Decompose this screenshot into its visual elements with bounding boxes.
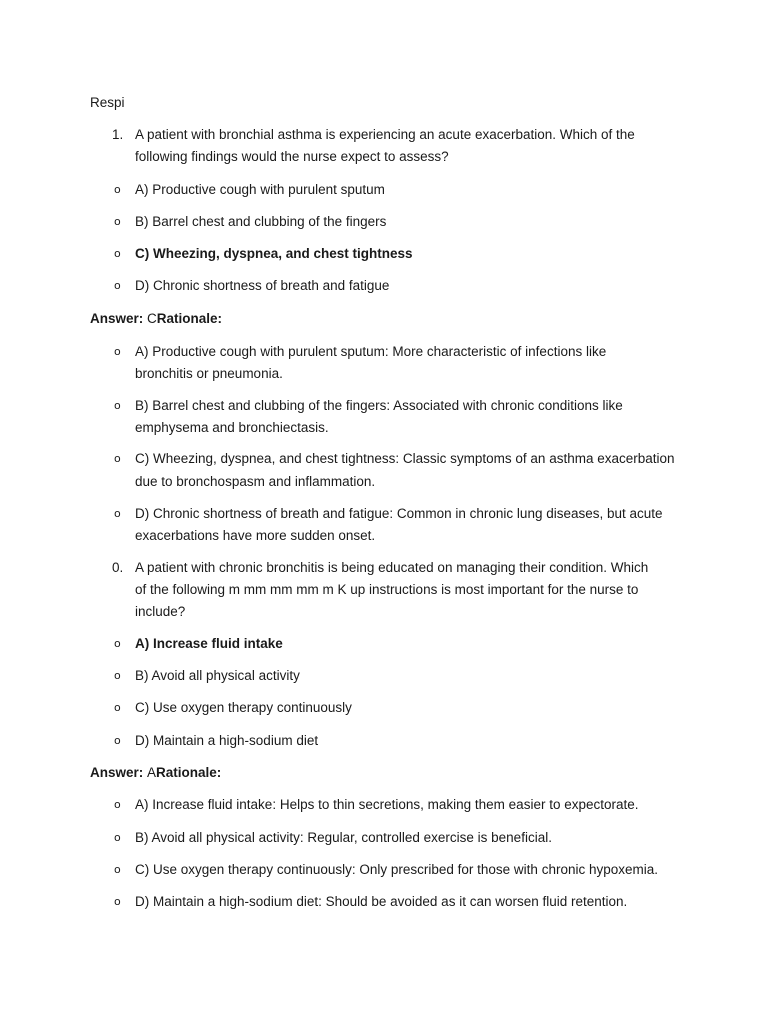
- answer-option-correct: A) Increase fluid intake: [135, 636, 283, 651]
- bullet-icon: o: [114, 183, 121, 196]
- rationale-line: bronchitis or pneumonia.: [135, 366, 283, 381]
- rationale-label: Rationale:: [156, 765, 222, 780]
- answer-label: Answer:: [90, 765, 148, 780]
- rationale-line: B) Avoid all physical activity: Regular, controlled exercise is beneficial.: [135, 830, 552, 845]
- bullet-icon: o: [114, 831, 121, 844]
- bullet-icon: o: [114, 345, 121, 358]
- rationale-line: A) Increase fluid intake: Helps to thin secretions, making them easier to expectorate.: [135, 797, 639, 812]
- bullet-icon: o: [114, 215, 121, 228]
- bullet-icon: o: [114, 279, 121, 292]
- rationale-line: exacerbations have more sudden onset.: [135, 528, 376, 543]
- answer-label: Answer:: [90, 311, 148, 326]
- bullet-icon: o: [114, 507, 121, 520]
- rationale-line: emphysema and bronchiectasis.: [135, 420, 329, 435]
- bullet-icon: o: [114, 669, 121, 682]
- question-text-line: following findings would the nurse expect to assess?: [135, 149, 449, 164]
- question-text-line: A patient with bronchial asthma is experiencing an acute exacerbation. Which of the: [135, 127, 635, 142]
- bullet-icon: o: [114, 734, 121, 747]
- question-number: 0.: [112, 560, 124, 575]
- answer-option: B) Avoid all physical activity: [135, 668, 300, 683]
- rationale-line: A) Productive cough with purulent sputum: More characteristic of infections like: [135, 344, 607, 359]
- answer-value: A: [147, 765, 157, 780]
- bullet-icon: o: [114, 701, 121, 714]
- answer-option-correct: C) Wheezing, dyspnea, and chest tightness: [135, 246, 413, 261]
- rationale-line: D) Chronic shortness of breath and fatigue: Common in chronic lung diseases, but acute: [135, 506, 663, 521]
- rationale-line: C) Use oxygen therapy continuously: Only prescribed for those with chronic hypoxemia.: [135, 862, 658, 877]
- bullet-icon: o: [114, 798, 121, 811]
- answer-value: C: [147, 311, 157, 326]
- answer-option: C) Use oxygen therapy continuously: [135, 700, 352, 715]
- question-text-line: A patient with chronic bronchitis is being educated on managing their condition. Which: [135, 560, 649, 575]
- rationale-label: Rationale:: [156, 311, 223, 326]
- document-heading: Respi: [90, 95, 125, 110]
- answer-option: D) Maintain a high-sodium diet: [135, 733, 319, 748]
- rationale-line: D) Maintain a high-sodium diet: Should be avoided as it can worsen fluid retention.: [135, 894, 628, 909]
- answer-option: D) Chronic shortness of breath and fatigue: [135, 278, 390, 293]
- rationale-line: due to bronchospasm and inflammation.: [135, 474, 376, 489]
- rationale-line: B) Barrel chest and clubbing of the fingers: Associated with chronic conditions like: [135, 398, 623, 413]
- bullet-icon: o: [114, 399, 121, 412]
- question-number: 1.: [112, 127, 124, 142]
- answer-line: [90, 762, 221, 785]
- bullet-icon: o: [114, 895, 121, 908]
- answer-line: [90, 308, 222, 331]
- question-text-line: include?: [135, 604, 186, 619]
- bullet-icon: o: [114, 452, 121, 465]
- bullet-icon: o: [114, 863, 121, 876]
- rationale-line: C) Wheezing, dyspnea, and chest tightness: Classic symptoms of an asthma exacerbation: [135, 451, 675, 466]
- question-text-line: of the following m mm mm mm m K up instructions is most important for the nurse to: [135, 582, 639, 597]
- answer-option: B) Barrel chest and clubbing of the fingers: [135, 214, 387, 229]
- bullet-icon: o: [114, 247, 121, 260]
- answer-option: A) Productive cough with purulent sputum: [135, 182, 385, 197]
- bullet-icon: o: [114, 637, 121, 650]
